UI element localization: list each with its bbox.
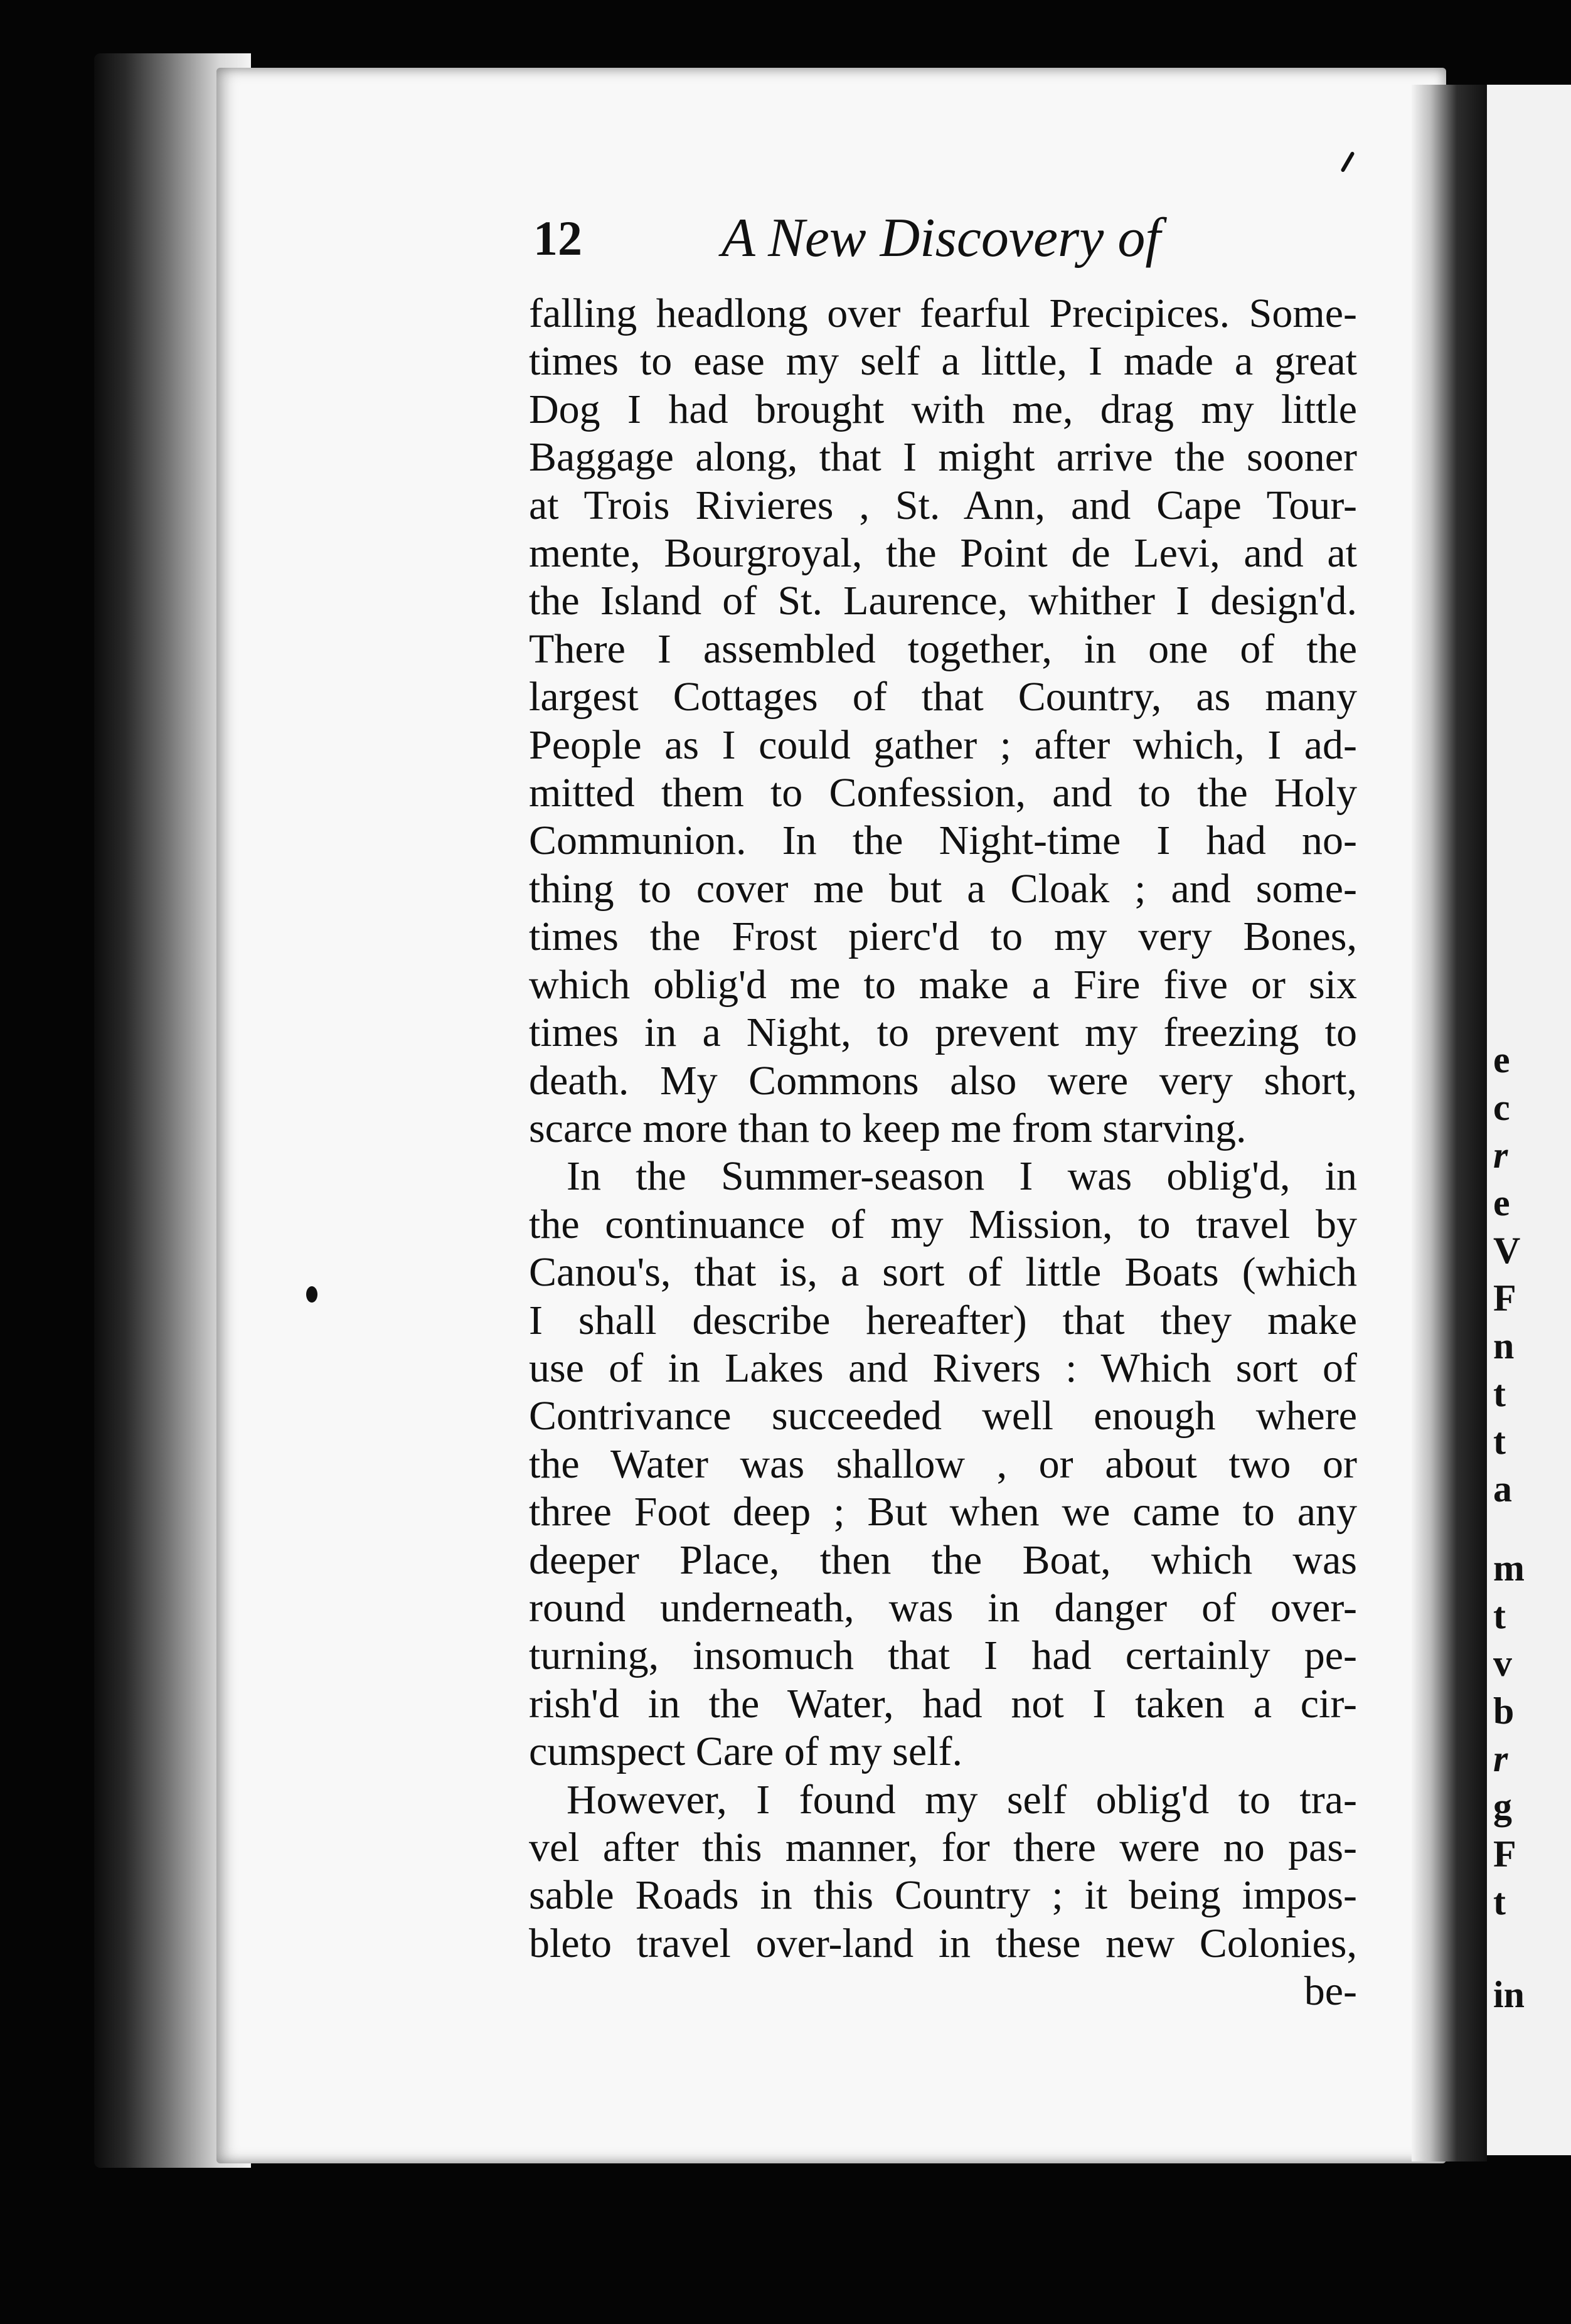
running-title: A New Discovery of [722,208,1161,269]
text-line: In the Summer-season I was oblig'd, in [567,1153,1357,1200]
facing-fragment: n [1493,1325,1515,1367]
facing-fragment: F [1493,1833,1516,1875]
facing-fragment: m [1493,1547,1525,1589]
facing-fragment: v [1493,1643,1512,1684]
facing-fragment: g [1493,1786,1512,1827]
text-line: the Water was shallow , or about two or [529,1441,1357,1487]
facing-fragment: e [1493,1039,1510,1080]
text-line: three Foot deep ; But when we came to any [529,1489,1357,1535]
text-line: the Island of St. Laurence, whither I design'd. [529,578,1357,624]
text-line: use of in Lakes and Rivers : Which sort of [529,1345,1357,1391]
text-line: turning, insomuch that I had certainly pe- [529,1633,1357,1679]
page-number: 12 [533,211,582,265]
facing-fragment: a [1493,1468,1512,1510]
text-line: which oblig'd me to make a Fire five or six [529,961,1357,1008]
text-line: cumspect Care of my self. [529,1729,962,1775]
catchword: be- [1304,1968,1357,2015]
facing-fragment: t [1493,1881,1506,1922]
text-line: vel after this manner, for there were no pas- [529,1825,1357,1870]
text-line: sable Roads in this Country ; it being impos- [529,1872,1357,1919]
facing-fragment: b [1493,1690,1515,1732]
facing-fragment: e [1493,1182,1510,1223]
text-line: However, I found my self oblig'd to tra- [567,1776,1357,1823]
text-line: times in a Night, to prevent my freezing to [529,1010,1357,1056]
facing-fragment: t [1493,1595,1506,1636]
text-line: rish'd in the Water, had not I taken a cir- [529,1680,1357,1727]
text-line: I shall describe hereafter) that they make [529,1297,1357,1343]
text-line: Communion. In the Night-time I had no- [529,818,1357,864]
facing-fragment: t [1493,1373,1506,1414]
text-line: largest Cottages of that Country, as many [529,674,1357,720]
page-header [533,210,1349,279]
text-line: round underneath, was in danger of over- [529,1584,1357,1631]
text-line: Contrivance succeeded well enough where [529,1393,1357,1439]
text-line: thing to cover me but a Cloak ; and some- [529,865,1357,912]
text-line: death. My Commons also were very short, [529,1057,1357,1104]
text-line: the continuance of my Mission, to travel by [529,1201,1357,1247]
facing-fragment: c [1493,1087,1510,1128]
facing-fragment: F [1493,1277,1516,1319]
text-line: times the Frost pierc'd to my very Bones, [529,914,1357,960]
text-line: deeper Place, then the Boat, which was [529,1537,1357,1583]
facing-fragment: t [1493,1421,1506,1462]
body-text [529,290,1357,2016]
text-line: People as I could gather ; after which, I ad- [529,722,1357,768]
facing-page-fragment [1487,85,1571,2155]
facing-fragment: r [1493,1134,1508,1176]
text-line: mitted them to Confession, and to the Holy [529,770,1357,816]
facing-fragment: r [1493,1738,1508,1779]
text-line: scarce more than to keep me from starving. [529,1105,1247,1151]
text-line: at Trois Rivieres , St. Ann, and Cape Tour- [529,482,1357,528]
text-line: bleto travel over-land in these new Colonies, [529,1920,1357,1966]
book-gutter [1412,85,1487,2161]
facing-fragment: V [1493,1230,1521,1271]
text-line: falling headlong over fearful Precipices. Some- [529,290,1357,336]
ink-spot [306,1286,317,1303]
text-line: mente, Bourgroyal, the Point de Levi, and at [529,530,1357,577]
text-line: Canou's, that is, a sort of little Boats (which [529,1249,1357,1296]
text-line: Dog I had brought with me, drag my little [529,386,1357,432]
text-line: There I assembled together, in one of the [529,626,1357,672]
text-line: Baggage along, that I might arrive the sooner [529,434,1357,481]
text-line: times to ease my self a little, I made a great [529,338,1357,385]
facing-fragment: in [1493,1974,1525,2015]
